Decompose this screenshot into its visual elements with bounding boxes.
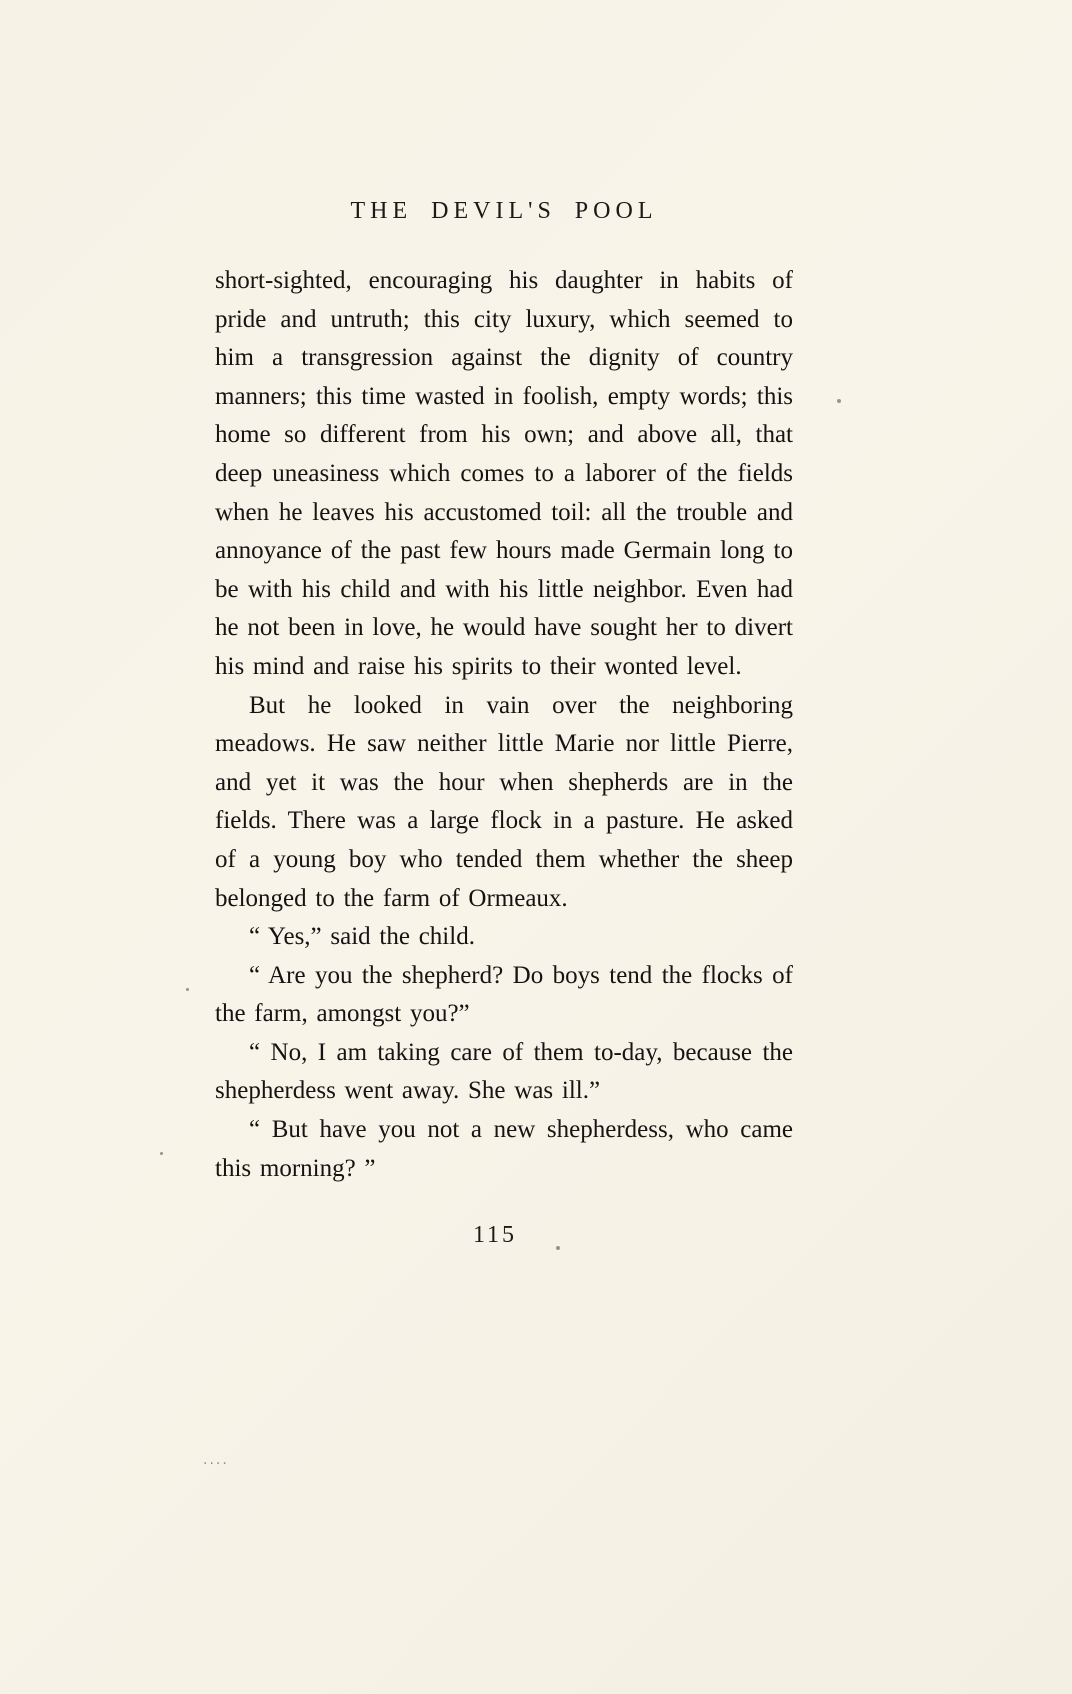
running-head: THE DEVIL'S POOL [350, 198, 658, 224]
scan-speck [160, 1152, 163, 1155]
paragraph: “ But have you not a new shepherdess, who came this morning? ” [215, 1116, 793, 1182]
scan-speck [556, 1246, 560, 1250]
paragraph: “ Are you the shepherd? Do boys tend the flocks of the farm, amongst you?” [215, 961, 793, 1028]
paragraph: “ No, I am taking care of them to-day, because the shepherdess went away. She was ill.” [215, 1038, 793, 1105]
paragraph: short-sighted, encouraging his daughter in habits of pride and untruth; this city luxury, which seemed to him a transgression against the dignity of country manners; this time wasted in foolish, empty words; this home so different from his own; and above all, that deep uneasiness which comes to a laborer of the fields when he leaves his accustomed toil: all the trouble and annoyance of the past few hours made Germain long to be with his child and with his little neighbor. Even had he not been in love, he would have sought her to divert his mind and raise his spirits to their wonted level. [215, 267, 793, 680]
scan-speck [186, 988, 189, 991]
paragraph: But he looked in vain over the neighboring meadows. He saw neither little Marie nor little Pierre, and yet it was the hour when shepherds are in the fields. There was a large flock in a pasture. He asked of a young boy who tended them whether the sheep belonged to the farm of Ormeaux. [215, 691, 793, 912]
pencil-mark: .... [203, 1452, 229, 1468]
text-block [215, 262, 793, 1188]
page-number: 115 [472, 1222, 518, 1248]
paragraph: “ Yes,” said the child. [249, 923, 475, 951]
scan-speck [837, 399, 841, 403]
